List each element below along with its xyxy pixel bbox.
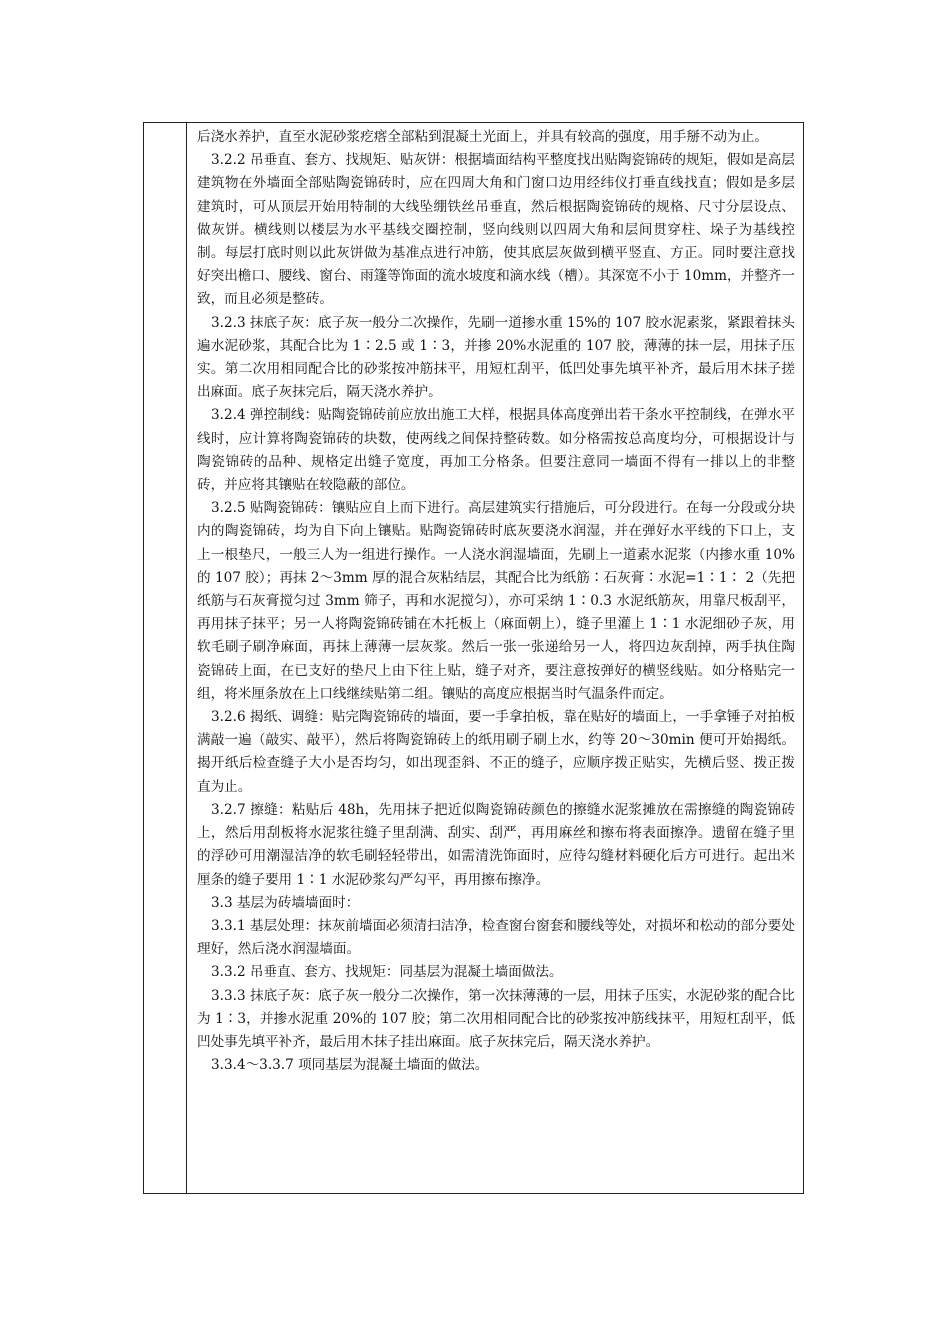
paragraph-3-3-1: 3.3.1 基层处理：抹灰前墙面必须清扫洁净，检查窗台窗套和腰线等处，对损坏和松动的部分要处理好，然后浇水润湿墙面。 (197, 917, 795, 958)
table-content-cell (197, 126, 795, 1077)
paragraph-3-3: 3.3 基层为砖墙墙面时： (211, 894, 360, 911)
paragraph-3-2-6: 3.2.6 揭纸、调缝：贴完陶瓷锦砖的墙面，要一手拿拍板，靠在贴好的墙面上，一手拿锤子对拍板满敲一遍（敲实、敲平），然后将陶瓷锦砖上的纸用刷子刷上水，约等 20～30min 便可开始揭纸。揭开纸后检查缝子大小是否均匀，如出现歪斜、不正的缝子，应顺序拨正贴实，先横后竖、拨正拨直为止。 (197, 709, 795, 795)
paragraph-3-2-7: 3.2.7 擦缝：粘贴后 48h，先用抹子把近似陶瓷锦砖颜色的擦缝水泥浆摊放在需擦缝的陶瓷锦砖上，然后用刮板将水泥浆往缝子里刮满、刮实、刮严，再用麻丝和擦布将表面擦净。遗留在缝子里的浮砂可用潮湿洁净的软毛刷轻轻带出，如需清洗饰面时，应待勾缝材料硬化后方可进行。起出米厘条的缝子要用 1∶1 水泥砂浆勾严勾平，再用擦布擦净。 (197, 801, 795, 888)
table-left-column (144, 123, 187, 1193)
paragraph-3-2-2: 3.2.2 吊垂直、套方、找规矩、贴灰饼：根据墙面结构平整度找出贴陶瓷锦砖的规矩，假如是高层建筑物在外墙面全部贴陶瓷锦砖时，应在四周大角和门窗口边用经纬仪打垂直线找直；假如是多层建筑时，可从顶层开始用特制的大线坠绷铁丝吊垂直，然后根据陶瓷锦砖的规格、尺寸分层设点、做灰饼。横线则以楼层为水平基线交圈控制，竖向线则以四周大角和层间贯穿柱、垛子为基线控制。每层打底时则以此灰饼做为基准点进行冲筋，使其底层灰做到横平竖直、方正。同时要注意找好突出檐口、腰线、窗台、雨篷等饰面的流水坡度和滴水线（槽）。其深宽不小于 10mm，并整齐一致，而且必须是整砖。 (197, 152, 795, 308)
paragraph-3-3-3: 3.3.3 抹底子灰：底子灰一般分二次操作，第一次抹薄薄的一层，用抹子压实，水泥砂浆的配合比为 1∶3，并掺水泥重 20%的 107 胶；第二次用相同配合比的砂浆按冲筋线抹平，用短杠刮平，低凹处事先填平补齐，最后用木抹子挂出麻面。底子灰抹完后，隔天浇水养护。 (197, 987, 795, 1050)
paragraph-3-2-4: 3.2.4 弹控制线：贴陶瓷锦砖前应放出施工大样，根据具体高度弹出若干条水平控制线，在弹水平线时，应计算将陶瓷锦砖的块数，使两线之间保持整砖数。如分格需按总高度均分，可根据设计与陶瓷锦砖的品种、规格定出缝子宽度，再加工分格条。但要注意同一墙面不得有一排以上的非整砖，并应将其镶贴在较隐蔽的部位。 (197, 407, 795, 494)
paragraph-3-3-2: 3.3.2 吊垂直、套方、找规矩：同基层为混凝土墙面做法。 (211, 964, 563, 981)
paragraph-3-3-4-to-3-3-7: 3.3.4～3.3.7 项同基层为混凝土墙面的做法。 (211, 1057, 489, 1074)
paragraph-3-2-3: 3.2.3 抹底子灰：底子灰一般分二次操作，先刷一道掺水重 15%的 107 胶水泥素浆，紧跟着抹头遍水泥砂浆，其配合比为 1∶2.5 或 1∶3，并掺 20%水泥重的 107 胶，薄薄的抹一层，用抹子压实。第二次用相同配合比的砂浆按冲筋抹平，用短杠刮平，低凹处事先填平补齐，最后用木抹子搓出麻面。底子灰抹完后，隔天浇水养护。 (197, 314, 795, 401)
paragraph-3-2-5: 3.2.5 贴陶瓷锦砖：镶贴应自上而下进行。高层建筑实行措施后，可分段进行。在每一分段或分块内的陶瓷锦砖，均为自下向上镶贴。贴陶瓷锦砖时底灰要浇水润湿，并在弹好水平线的下口上，支上一根垫尺，一般三人为一组进行操作。一人浇水润湿墙面，先刷上一道素水泥浆（内掺水重 10%的 107 胶）；再抹 2～3mm 厚的混合灰粘结层，其配合比为纸筋∶石灰膏∶水泥=1∶1∶ 2（先把纸筋与石灰膏搅匀过 3mm 筛子，再和水泥搅匀），亦可采纳 1∶0.3 水泥纸筋灰，用靠尺板刮平，再用抹子抹平；另一人将陶瓷锦砖铺在木托板上（麻面朝上），缝子里灌上 1∶1 水泥细砂子灰，用软毛刷子刷净麻面，再抹上薄薄一层灰浆。然后一张一张递给另一人，将四边灰刮掉，两手执住陶瓷锦砖上面，在已支好的垫尺上由下往上贴，缝子对齐，要注意按弹好的横竖线贴。如分格贴完一组，将米厘条放在上口线继续贴第二组。镶贴的高度应根据当时气温条件而定。 (197, 500, 795, 702)
document-table (143, 122, 804, 1194)
paragraph-continuation: 后浇水养护，直至水泥砂浆疙瘩全部粘到混凝土光面上，并具有较高的强度，用手掰不动为止。 (197, 129, 768, 145)
